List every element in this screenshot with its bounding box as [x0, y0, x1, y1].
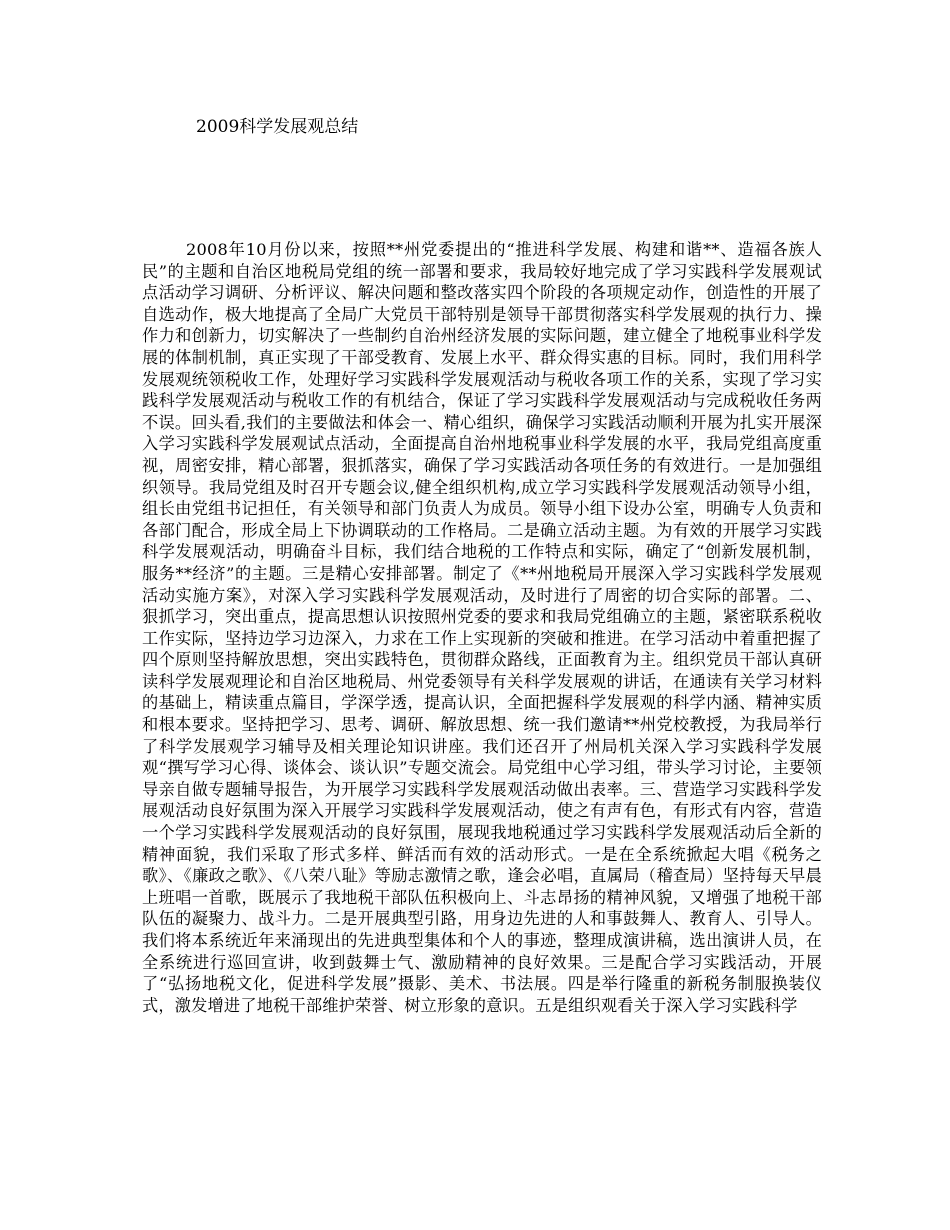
- document-title: 2009科学发展观总结: [196, 117, 359, 137]
- document-body: 2008年10月份以来，按照**州党委提出的“推进科学发展、构建和谐**、造福各族人民”的主题和自治区地税局党组的统一部署和要求，我局较好地完成了学习实践科学发展观试点活动学习调研、分析评议、解决问题和整改落实四个阶段的各项规定动作，创造性的开展了自选动作，极大地提高了全局广大党员干部特别是领导干部贯彻落实科学发展观的执行力、操作力和创新力，切实解决了一些制约自治州经济发展的实际问题，建立健全了地税事业科学发展的体制机制，真正实现了干部受教育、发展上水平、群众得实惠的目标。同时，我们用科学发展观统领税收工作，处理好学习实践科学发展观活动与税收各项工作的关系，实现了学习实践科学发展观活动与税收工作的有机结合，保证了学习实践科学发展观活动与完成税收任务两不误。回头看,我们的主要做法和体会一、精心组织，确保学习实践活动顺利开展为扎实开展深入学习实践科学发展观试点活动，全面提高自治州地税事业科学发展的水平，我局党组高度重视，周密安排，精心部署，狠抓落实，确保了学习实践活动各项任务的有效进行。一是加强组织领导。我局党组及时召开专题会议,健全组织机构,成立学习实践科学发展观活动领导小组，组长由党组书记担任，有关领导和部门负责人为成员。领导小组下设办公室，明确专人负责和各部门配合，形成全局上下协调联动的工作格局。二是确立活动主题。为有效的开展学习实践科学发展观活动，明确奋斗目标，我们结合地税的工作特点和实际，确定了“创新发展机制，服务**经济”的主题。三是精心安排部署。制定了《**州地税局开展深入学习实践科学发展观活动实施方案》，对深入学习实践科学发展观活动，及时进行了周密的切合实际的部署。二、狠抓学习，突出重点，提高思想认识按照州党委的要求和我局党组确立的主题，紧密联系税收工作实际，坚持边学习边深入，力求在工作上实现新的突破和推进。在学习活动中着重把握了四个原则坚持解放思想，突出实践特色，贯彻群众路线，正面教育为主。组织党员干部认真研读科学发展观理论和自治区地税局、州党委领导有关科学发展观的讲话，在通读有关学习材料的基础上，精读重点篇目，学深学透，提高认识，全面把握科学发展观的科学内涵、精神实质和根本要求。坚持把学习、思考、调研、解放思想、统一我们邀请**州党校教授，为我局举行了科学发展观学习辅导及相关理论知识讲座。我们还召开了州局机关深入学习实践科学发展观“撰写学习心得、谈体会、谈认识”专题交流会。局党组中心学习组，带头学习讨论，主要领导亲自做专题辅导报告，为开展学习实践科学发展观活动做出表率。三、营造学习实践科学发展观活动良好氛围为深入开展学习实践科学发展观活动，使之有声有色，有形式有内容，营造一个学习实践科学发展观活动的良好氛围，展现我地税通过学习实践科学发展观活动后全新的精神面貌，我们采取了形式多样、鲜活而有效的活动形式。一是在全系统掀起大唱《税务之歌》、《廉政之歌》、《八荣八耻》等励志激情之歌，逢会必唱，直属局（稽查局）坚持每天早晨上班唱一首歌，既展示了我地税干部队伍积极向上、斗志昂扬的精神风貌，又增强了地税干部队伍的凝聚力、战斗力。二是开展典型引路，用身边先进的人和事鼓舞人、教育人、引导人。我们将本系统近年来涌现出的先进典型集体和个人的事迹，整理成演讲稿，选出演讲人员，在全系统进行巡回宣讲，收到鼓舞士气、激励精神的良好效果。三是配合学习实践活动，开展了“弘扬地税文化，促进科学发展”摄影、美术、书法展。四是举行隆重的新税务制服换装仪式，激发增进了地税干部维护荣誉、树立形象的意识。五是组织观看关于深入学习实践科学: [142, 240, 822, 1015]
